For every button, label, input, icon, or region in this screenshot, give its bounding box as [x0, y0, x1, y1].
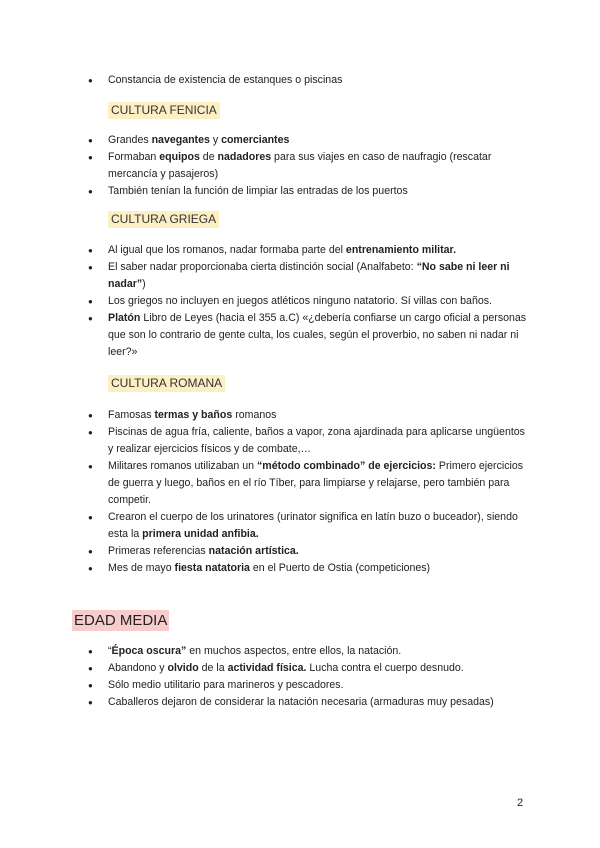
- list-item: [88, 259, 533, 293]
- list-item: [88, 183, 533, 200]
- text: Abandono y: [108, 662, 168, 674]
- bold-text: “método combinado” de ejercicios:: [256, 460, 436, 472]
- text: Caballeros dejaron de considerar la natación necesaria (armaduras muy pesadas): [108, 696, 494, 708]
- text: Grandes: [108, 134, 152, 146]
- list-item: [88, 543, 533, 560]
- bold-text: entrenamiento militar.: [345, 244, 457, 256]
- text: Piscinas de agua fría, caliente, baños a vapor, zona ajardinada para aplicarse ungüentos y realizar ejercicios físicos y de combate,…: [108, 426, 525, 455]
- text: en el Puerto de Ostia (competiciones): [249, 562, 431, 574]
- list-item: [88, 407, 533, 424]
- text: El saber nadar proporcionaba cierta distinción social (Analfabeto:: [108, 261, 417, 273]
- list-item: [88, 293, 533, 310]
- list-item: [88, 458, 533, 509]
- text: Mes de mayo: [108, 562, 175, 574]
- text: romanos: [232, 409, 277, 421]
- bold-text: fiesta natatoria: [174, 562, 250, 574]
- text: “: [108, 645, 112, 657]
- bold-text: termas y baños: [154, 409, 233, 421]
- bold-text: primera unidad anfibia.: [142, 528, 259, 540]
- bold-text: navegantes: [151, 134, 210, 146]
- fenicia-list: [88, 132, 533, 200]
- bold-text: “No sabe ni leer ni nadar”: [108, 261, 510, 290]
- text: Militares romanos utilizaban un: [108, 460, 257, 472]
- list-item: [88, 643, 533, 660]
- heading-edad-media: EDAD MEDIA: [74, 612, 168, 629]
- text: y: [209, 134, 222, 146]
- list-item: [88, 132, 533, 149]
- edad-media-list: [88, 643, 533, 711]
- intro-list: [88, 72, 533, 89]
- list-item: [88, 149, 533, 183]
- list-item: [88, 72, 533, 89]
- list-item: [88, 424, 533, 458]
- heading-cultura-griega: CULTURA GRIEGA: [108, 211, 219, 228]
- text: en muchos aspectos, entre ellos, la natación.: [186, 645, 402, 657]
- griega-list: [88, 242, 533, 361]
- text: Los griegos no incluyen en juegos atléticos ninguno natatorio. Sí villas con baños.: [108, 295, 492, 307]
- text: Sólo medio utilitario para marineros y pescadores.: [108, 679, 344, 691]
- bold-text: natación artística.: [208, 545, 299, 557]
- text: Formaban: [108, 151, 160, 163]
- list-item: [88, 242, 533, 259]
- text: para sus viajes en caso de naufragio (rescatar mercancía y pasajeros): [108, 151, 492, 180]
- bold-text: Época oscura”: [111, 645, 187, 657]
- bold-text: nadadores: [217, 151, 272, 163]
- bold-text: equipos: [159, 151, 200, 163]
- romana-list: [88, 407, 533, 577]
- text: de la: [198, 662, 228, 674]
- page-number: 2: [517, 797, 524, 809]
- text: Libro de Leyes (hacia el 355 a.C) «¿debería confiarse un cargo oficial a personas que son lo contrario de gente culta, los cuales, según el proverbio, no saben ni nadar ni leer?»: [108, 312, 527, 358]
- bold-text: comerciantes: [221, 134, 290, 146]
- text: de: [199, 151, 218, 163]
- text: También tenían la función de limpiar las entradas de los puertos: [108, 185, 408, 197]
- bold-text: olvido: [167, 662, 199, 674]
- text: Lucha contra el cuerpo desnudo.: [306, 662, 464, 674]
- heading-cultura-romana: CULTURA ROMANA: [108, 375, 225, 392]
- text: Constancia de existencia de estanques o piscinas: [108, 74, 343, 86]
- text: Famosas: [108, 409, 155, 421]
- list-item: [88, 560, 533, 577]
- text: Primeras referencias: [108, 545, 209, 557]
- text: ): [142, 278, 146, 290]
- list-item: [88, 694, 533, 711]
- list-item: [88, 310, 533, 361]
- heading-cultura-fenicia: CULTURA FENICIA: [108, 102, 220, 119]
- text: Primero ejercicios de guerra y luego, baños en el río Tíber, para limpiarse y relajarse, pero también para competir.: [108, 460, 524, 506]
- bold-text: actividad física.: [227, 662, 307, 674]
- list-item: [88, 509, 533, 543]
- text: Crearon el cuerpo de los urinatores (urinator significa en latín buzo o buceador), siendo esta la: [108, 511, 518, 540]
- bold-text: Platón: [108, 312, 141, 324]
- list-item: [88, 677, 533, 694]
- list-item: [88, 660, 533, 677]
- text: Al igual que los romanos, nadar formaba parte del: [108, 244, 346, 256]
